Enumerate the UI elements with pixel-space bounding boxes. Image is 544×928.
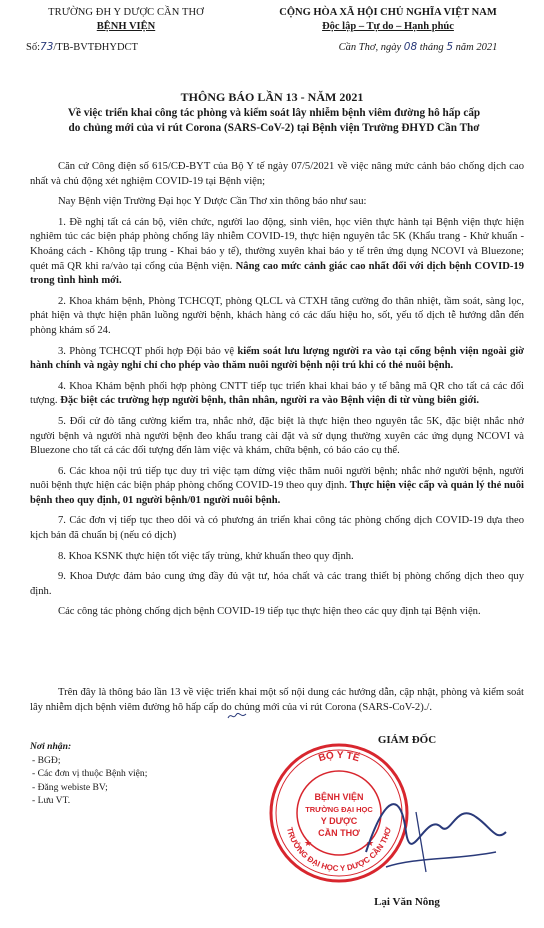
item-paragraph (30, 570, 524, 599)
item-emphasis: kiểm soát lưu lượng người ra vào tại cổng bệnh viện ngoài giờ hành chính và ngày nghỉ chỉ cho phép vào thăm nuôi người bệnh nội trú khi có thẻ nuôi bệnh. (30, 345, 525, 372)
signer-role: GIÁM ĐỐC (377, 734, 437, 746)
item-paragraph (30, 415, 524, 459)
date-month-label: tháng (419, 42, 444, 53)
seal-center-line-2: TRƯỜNG ĐẠI HỌC (305, 805, 373, 814)
recipients-title: Nơi nhận: (30, 741, 72, 752)
issuer-university: TRƯỜNG ĐH Y DƯỢC CẦN THƠ (48, 7, 204, 18)
recipient-item: - Đăng webiste BV; (32, 781, 108, 793)
intro-paragraph: Căn cứ Công điện số 615/CĐ-BYT của Bộ Y tế ngày 07/5/2021 về việc nâng mức cảnh báo chống dịch cao nhất và chủ động xét nghiệm COVID-19 tại Bệnh viện; (30, 161, 524, 187)
date-day: 08 (403, 41, 418, 53)
item-emphasis: Thực hiện việc cấp và quản lý thẻ nuôi bệnh theo quy định, 01 người bệnh/01 người nuôi bệnh. (30, 480, 524, 506)
item-emphasis: Nâng cao mức cảnh giác cao nhất đối với dịch bệnh COVID-19 trong tình hình mới. (30, 260, 524, 287)
item-paragraph (30, 295, 524, 339)
item-paragraph (30, 550, 524, 565)
seal-center-line-4: CẦN THƠ (318, 828, 360, 838)
item-paragraph (30, 345, 524, 374)
initial-mark (226, 710, 248, 722)
issuer-block (16, 6, 236, 55)
item-paragraph (30, 216, 524, 289)
recipient-item: - Các đơn vị thuộc Bệnh viện; (32, 768, 148, 779)
seal-center-line-3: Y DƯỢC (320, 816, 358, 826)
document-date (238, 40, 538, 55)
date-year: năm 2021 (455, 42, 498, 53)
signature-block (262, 728, 522, 918)
closing-paragraph: Trên đây là thông báo lần 13 về việc triển khai một số nội dung các hướng dẫn, cập nhật, phòng và kiểm soát lây nhiễm dịch bệnh viêm đường hô hấp cấp do chủng mới của vi rút Corona (SARS-CoV-2)./. (30, 687, 524, 713)
date-month: 5 (446, 41, 453, 53)
seal-star-right: ★ (366, 838, 375, 848)
item-text: 7. Các đơn vị tiếp tục theo dõi và có phương án triển khai công tác phòng chống dịch COVID-19 dựa theo kịch bản đã chuẩn bị (nếu có dịch) (30, 515, 524, 542)
handwritten-signature (356, 772, 516, 892)
seal-star-left: ★ (304, 838, 313, 848)
item-paragraph (30, 605, 524, 620)
item-text: 5. Đối cử đò tăng cường kiểm tra, nhắc nhở, đặc biệt là thực hiện theo nguyên tắc 5K, đặc biệt nhắc nhở người bệnh và người nhà người bệnh đeo khẩu trang cài đặt và sử dụng thường xuyên các ứng dụng NCOVI và Bluezone cho tất cả các đối tượng đến làm việc và khám, chữa bệnh, có báo cáo cụ thể. (30, 415, 524, 457)
document-title: THÔNG BÁO LẦN 13 - NĂM 2021 (180, 90, 364, 104)
national-motto: Độc lập – Tự do – Hạnh phúc (322, 21, 454, 32)
seal-top-text: BỘ Y TẾ (317, 749, 361, 765)
item-text: 3. Phòng TCHCQT phối hợp Đội bảo vệ (58, 345, 238, 357)
recipient-item: - Lưu VT. (32, 795, 71, 806)
nation-title: CỘNG HÒA XÃ HỘI CHỦ NGHĨA VIỆT NAM (279, 7, 497, 18)
recipient-item: - BGĐ; (32, 754, 61, 766)
item-text: 4. Khoa Khám bệnh phối hợp phòng CNTT tiếp tục triển khai khai báo y tế bằng mã QR cho tất cả các đối tượng. (30, 380, 524, 407)
subtitle-line-2: do chủng mới của vi rút Corona (SARS-CoV-2) tại Bệnh viện Trường ĐHYD Cần Thơ (68, 122, 480, 134)
item-paragraph (30, 465, 524, 509)
seal-center-line-1: BỆNH VIỆN (314, 792, 364, 802)
item-paragraph (30, 380, 524, 409)
document-subtitle (24, 106, 524, 136)
item-text: Các công tác phòng chống dịch bệnh COVID-19 tiếp tục thực hiện theo các quy định tại Bệnh viện. (58, 606, 481, 618)
recipients-block (30, 740, 230, 808)
nation-block (238, 6, 538, 55)
item-text: 6. Các khoa nội trú tiếp tục duy trì việc tạm dừng việc thăm nuôi người bệnh; nhắc nhở người bệnh, người nuôi bệnh thực hiện các biện pháp phòng chống COVID-19 theo quy định. (30, 465, 524, 492)
document-number-prefix: Số: (26, 42, 41, 53)
signer-name: Lại Văn Nông (374, 896, 440, 908)
document-number (16, 40, 236, 55)
svg-text:BỘ Y TẾ (317, 748, 361, 764)
document-number-handwritten: 73 (40, 41, 54, 53)
subtitle-line-1: Về việc triển khai công tác phòng và kiểm soát lây nhiễm bệnh viêm đường hô hấp cấp (67, 107, 481, 119)
document-body (30, 160, 524, 626)
item-text: 1. Đề nghị tất cả cán bộ, viên chức, người lao động, sinh viên, học viên thực hành tại Bệnh viện thực hiện nghiêm túc các biện pháp phòng chống lây nhiễm COVID-19, thực hiện nguyên tắc 5K (Khẩu trang - Khử khuẩn - Khoảng cách - Không tập trung - Khai báo y tế), thường xuyên khai báo y tế trên ứng dụng NCOVI và Bluezone; quét mã QR khi ra/vào tại cổng của Bệnh viện. (30, 216, 524, 272)
intro-paragraph: Nay Bệnh viện Trường Đại học Y Dược Cần Thơ xin thông báo như sau: (58, 196, 367, 208)
item-paragraph (30, 514, 524, 543)
issuer-hospital: BỆNH VIỆN (96, 21, 156, 32)
date-place: Cần Thơ, ngày (338, 42, 402, 53)
item-text: 2. Khoa khám bệnh, Phòng TCHCQT, phòng QLCL và CTXH tăng cường đo thân nhiệt, tầm soát, sàng lọc, phát hiện và thực hiện phân luồng người bệnh, khách hàng có các dấu hiệu ho, sốt, yếu tố dịch tễ hướng dẫn đến phòng khám số 24. (30, 295, 524, 336)
item-text: 9. Khoa Dược đảm bảo cung ứng đầy đủ vật tư, hóa chất và các trang thiết bị phòng chống dịch theo quy định. (30, 571, 524, 597)
seal-ring-text: TRƯỜNG ĐẠI HỌC Y DƯỢC CẦN THƠ (284, 826, 394, 874)
item-text: 8. Khoa KSNK thực hiện tốt việc tẩy trùng, khử khuẩn theo quy định. (58, 550, 354, 562)
item-emphasis: Đặc biệt các trường hợp người bệnh, thân nhân, người ra vào Bệnh viện đi từ vùng biên giới. (60, 395, 480, 407)
document-number-suffix: /TB-BVTĐHYDCT (53, 42, 138, 53)
